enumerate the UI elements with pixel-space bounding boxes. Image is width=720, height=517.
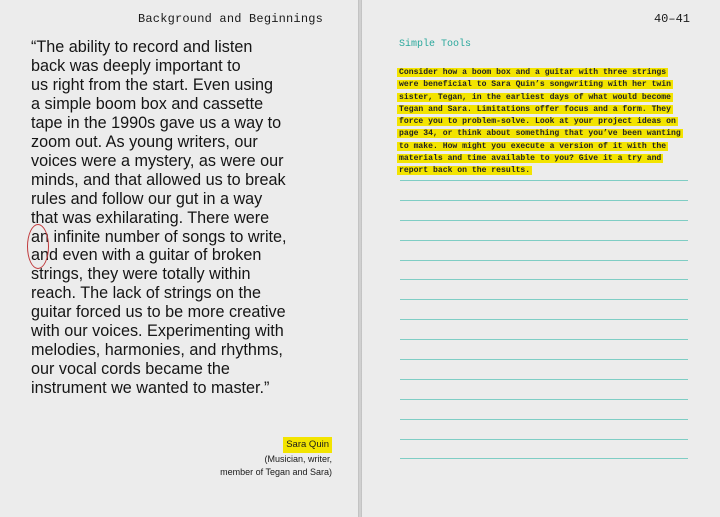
left-page [0, 0, 358, 517]
quote-line: tape in the 1990s gave us a way to [31, 113, 282, 132]
quote-line: with our voices. Experimenting with [31, 322, 284, 341]
ruled-line [400, 379, 688, 380]
attribution-role: member of Tegan and Sara) [220, 467, 332, 477]
section-title: Simple Tools [399, 39, 472, 50]
quote-line: our vocal cords became the [31, 360, 230, 379]
ruled-line [400, 299, 688, 300]
quote-line: instrument we wanted to master.” [31, 379, 270, 398]
pull-quote [31, 38, 361, 398]
ruled-line [400, 458, 688, 459]
ruled-line [400, 419, 688, 420]
ruled-line [400, 279, 688, 280]
ruled-line [400, 439, 688, 440]
ruled-line [400, 319, 688, 320]
quote-line: guitar forced us to be more creative [31, 303, 286, 322]
quote-line: rules and follow our gut in a way [31, 189, 263, 208]
writing-lines [400, 180, 688, 478]
quote-line: “The ability to record and listen [31, 38, 253, 56]
running-head: Background and Beginnings [138, 12, 324, 26]
annotation-circle [27, 224, 49, 269]
quote-line: and even with a guitar of broken [31, 246, 262, 265]
quote-line: minds, and that allowed us to break [31, 170, 286, 189]
quote-line: us right from the start. Even using [31, 75, 274, 94]
quote-attribution [220, 437, 332, 480]
quote-line: melodies, harmonies, and rhythms, [31, 341, 283, 360]
attribution-role: (Musician, writer, [264, 453, 332, 464]
quote-line: reach. The lack of strings on the [31, 284, 262, 303]
attribution-name: Sara Quin [283, 437, 332, 453]
quote-line: a simple boom box and cassette [31, 94, 264, 113]
ruled-line [400, 399, 688, 400]
ruled-line [400, 180, 688, 181]
ruled-line [400, 240, 688, 241]
quote-line: an infinite number of songs to write, [31, 227, 287, 246]
ruled-line [400, 200, 688, 201]
ruled-line [400, 339, 688, 340]
quote-line: voices were a mystery, as were our [31, 151, 284, 170]
ruled-line [400, 220, 688, 221]
ruled-line [400, 359, 688, 360]
exercise-prompt [397, 67, 687, 178]
quote-line: zoom out. As young writers, our [31, 132, 258, 151]
prompt-highlight-text: Consider how a boom box and a guitar with three strings were beneficial to Sara Quin’s songwriting with her twin sister, Tegan, in the earliest days of what would become Tegan and Sara. Limitations offer focus and a form. They force you to problem-solve. Look at your project ideas on page 34, or think about something that you’ve been wanting to make. How might you execute a version of it with the materials and time available to you? Give it a try and report back on the results. [399, 68, 681, 176]
right-page [362, 0, 720, 517]
quote-line: that was exhilarating. There were [31, 208, 270, 227]
quote-line: strings, they were totally within [31, 265, 251, 284]
page-numbers: 40–41 [653, 12, 690, 26]
quote-line: back was deeply important to [31, 56, 241, 75]
ruled-line [400, 260, 688, 261]
